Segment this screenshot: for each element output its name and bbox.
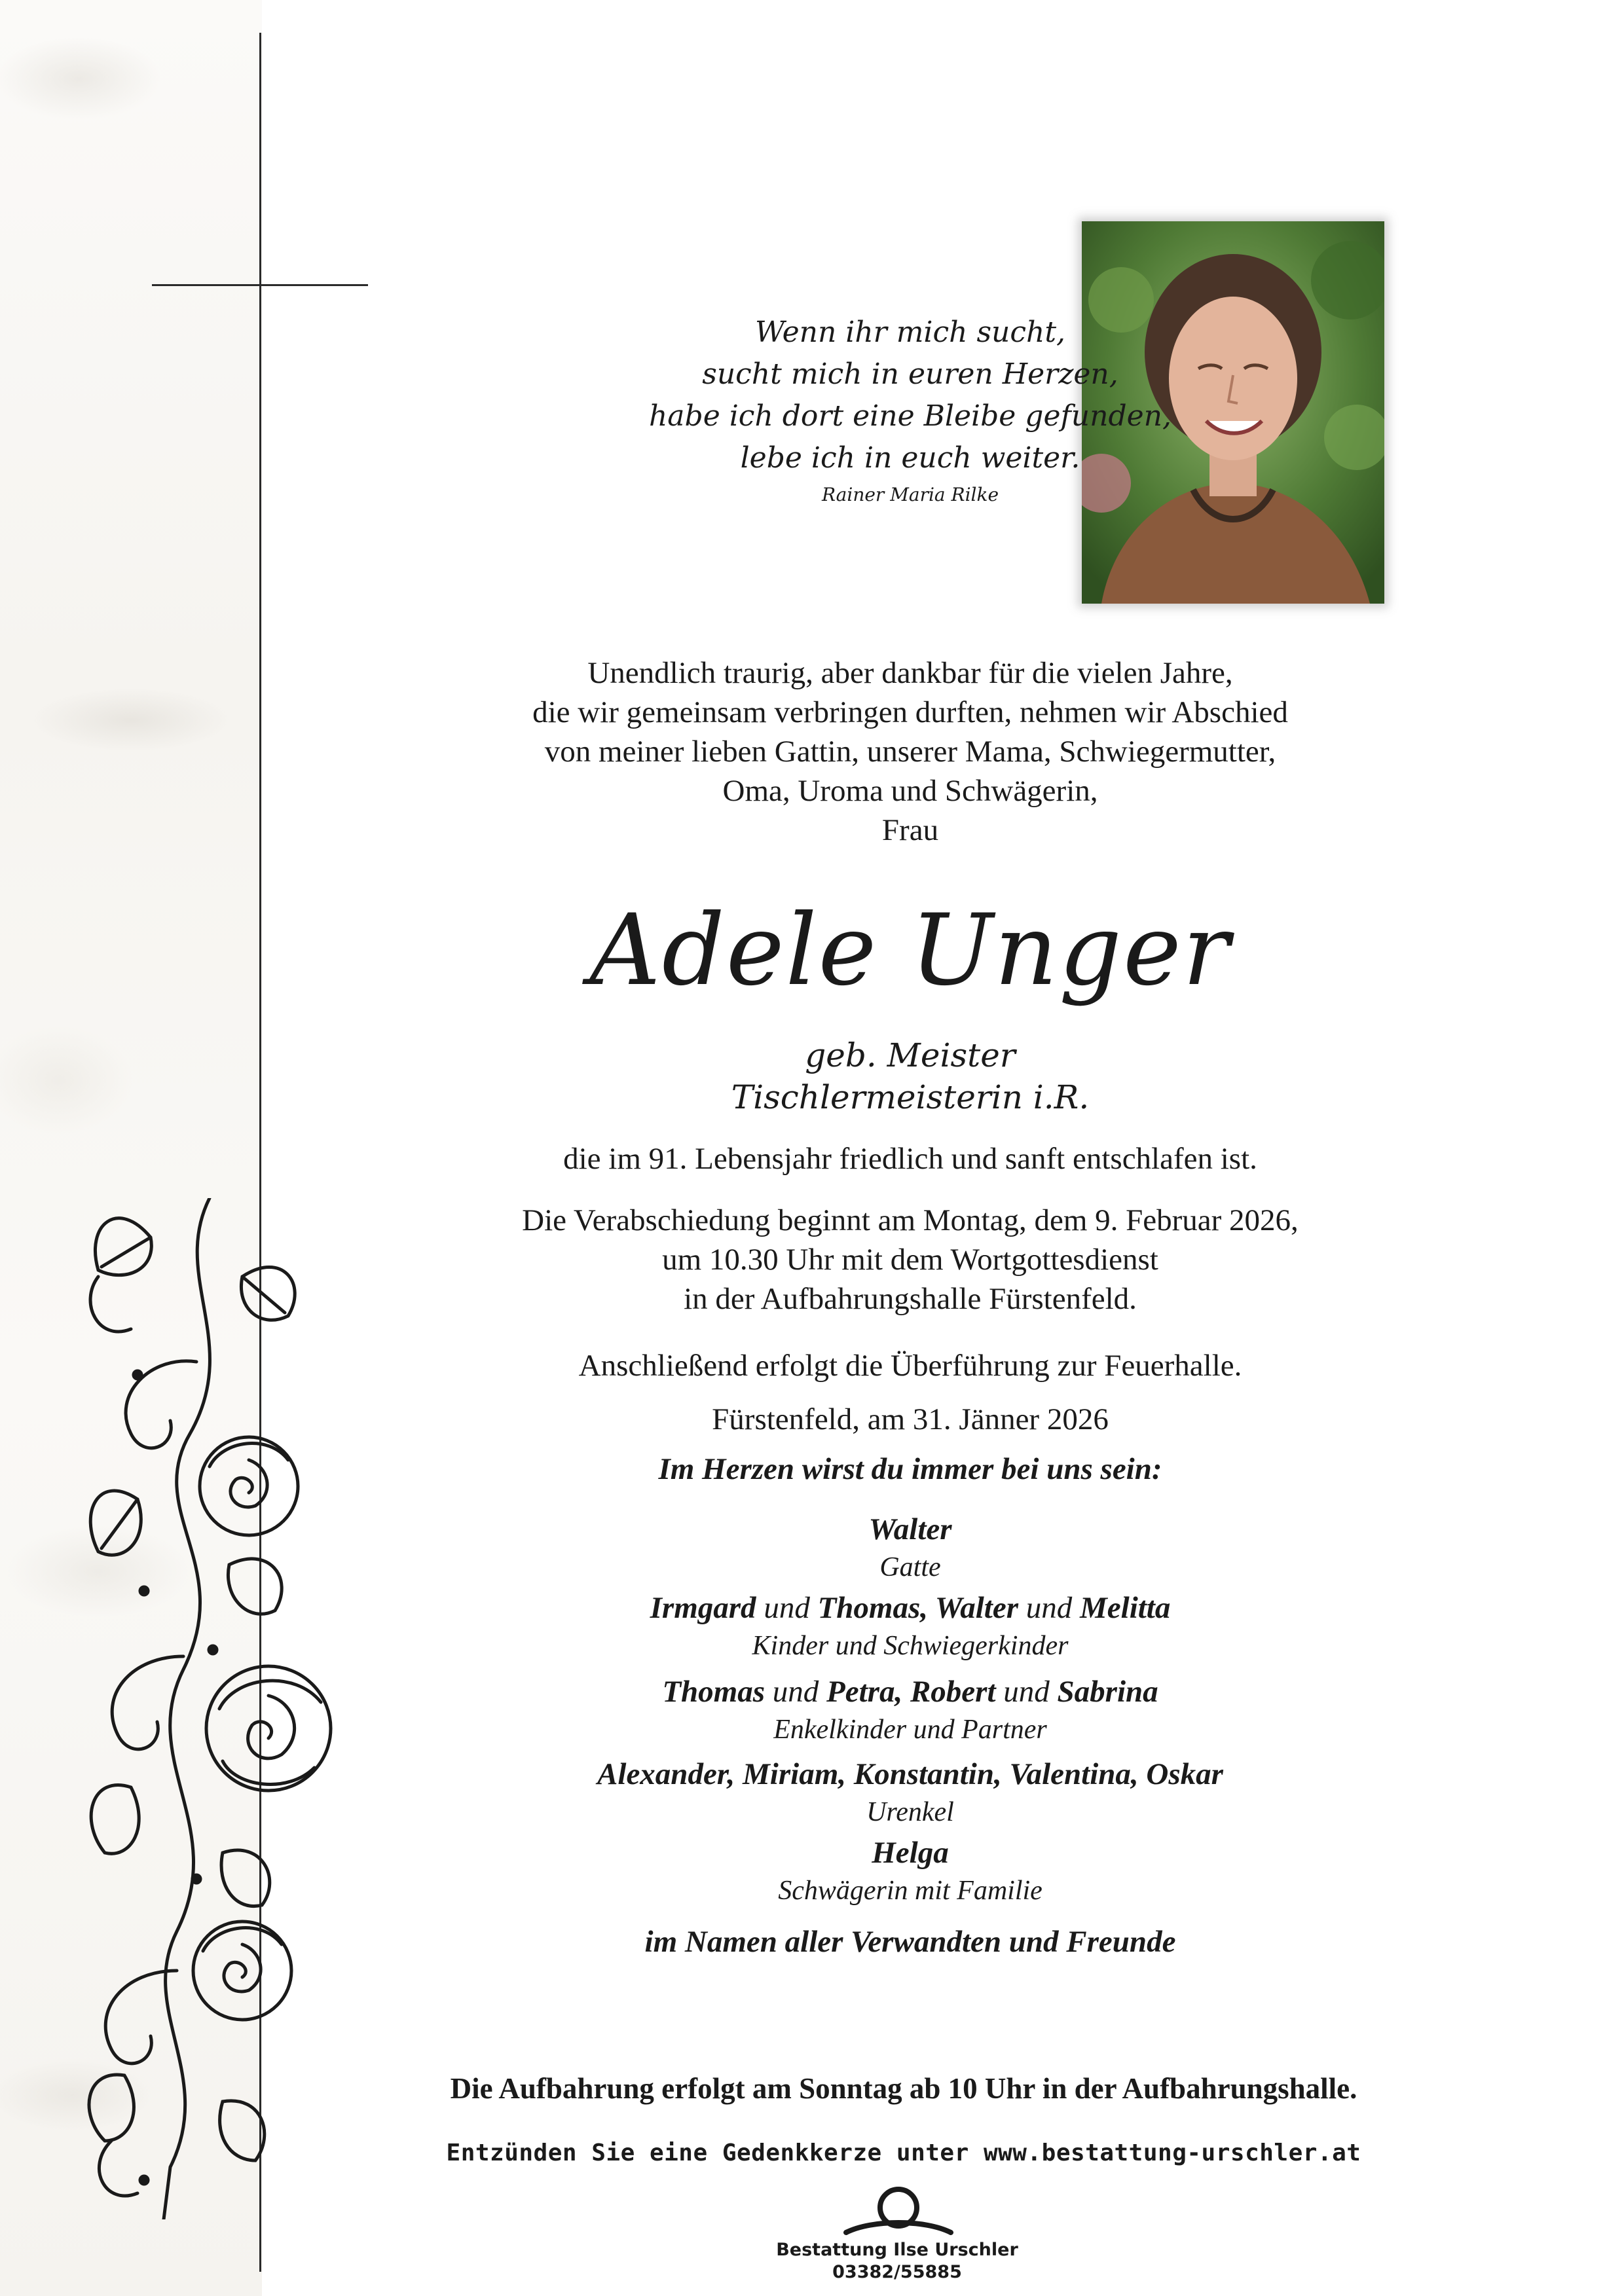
intro-text [367, 653, 1454, 850]
family-name: Petra, Robert [826, 1675, 996, 1709]
family-great-grandchildren [367, 1755, 1454, 1831]
place-date: Fürstenfeld, am 31. Jänner 2026 [712, 1402, 1109, 1436]
family-names [367, 1672, 1454, 1711]
family-role: Kinder und Schwiegerkinder [752, 1631, 1069, 1661]
family-connector: und [756, 1591, 818, 1625]
transfer-line: Anschließend erfolgt die Überführung zur Feuerhalle. [578, 1349, 1242, 1383]
family-names: Walter [868, 1512, 952, 1546]
poem-line: Wenn ihr mich sucht, [754, 316, 1066, 349]
company-name: Bestattung Ilse Urschler [776, 2240, 1018, 2260]
ceremony-info [367, 1201, 1454, 1319]
intro-line: Oma, Uroma und Schwägerin, [722, 774, 1098, 808]
ceremony-line: um 10.30 Uhr mit dem Wortgottesdienst [662, 1243, 1158, 1277]
poem-author: Rainer Maria Rilke [821, 484, 999, 505]
candle-info: Entzünden Sie eine Gedenkkerze unter www.bestattung-urschler.at [446, 2140, 1361, 2166]
family-name: Thomas [662, 1675, 766, 1709]
maiden-name: geb. Meister [805, 1036, 1016, 1074]
poem-line: sucht mich in euren Herzen, [702, 357, 1118, 391]
funeral-home-logo-icon [826, 2183, 970, 2242]
cross-horizontal-line [152, 284, 368, 286]
family-children [367, 1588, 1454, 1664]
family-walter [367, 1510, 1454, 1586]
poem-line: lebe ich in euch weiter. [740, 441, 1080, 475]
family-names: Helga [872, 1836, 949, 1870]
profession: Tischlermeisterin i.R. [731, 1078, 1090, 1116]
family-sister-in-law [367, 1833, 1454, 1909]
intro-line: die wir gemeinsam verbringen durften, nehmen wir Abschied [532, 695, 1288, 729]
family-name: Melitta [1079, 1591, 1171, 1625]
rose-vine-ornament [72, 1198, 347, 2219]
family-connector: und [995, 1675, 1058, 1709]
poem-line: habe ich dort eine Bleibe gefunden, [648, 399, 1172, 433]
viewing-info: Die Aufbahrung erfolgt am Sonntag ab 10 Uhr in der Aufbahrungshalle. [450, 2072, 1357, 2105]
family-heading: Im Herzen wirst du immer bei uns sein: [658, 1452, 1162, 1486]
family-connector: und [1018, 1591, 1080, 1625]
family-names [367, 1588, 1454, 1628]
family-name: Irmgard [650, 1591, 756, 1625]
family-names: Alexander, Miriam, Konstantin, Valentina, Oskar [597, 1757, 1223, 1791]
intro-line: Frau [881, 813, 939, 847]
intro-line: Unendlich traurig, aber dankbar für die vielen Jahre, [587, 656, 1233, 690]
ceremony-line: Die Verabschiedung beginnt am Montag, dem 9. Februar 2026, [522, 1203, 1299, 1237]
family-role: Schwägerin mit Familie [778, 1876, 1043, 1906]
family-name: Thomas, Walter [817, 1591, 1018, 1625]
poem [367, 312, 1454, 509]
family-name: Sabrina [1057, 1675, 1158, 1709]
ceremony-line: in der Aufbahrungshalle Fürstenfeld. [684, 1282, 1137, 1316]
company-phone: 03382/55885 [832, 2262, 962, 2282]
family-closing: im Namen aller Verwandten und Freunde [644, 1925, 1176, 1959]
family-role: Urenkel [866, 1797, 954, 1827]
family-role: Gatte [879, 1552, 941, 1582]
deceased-name: Adele Unger [589, 894, 1231, 1008]
intro-line: von meiner lieben Gattin, unserer Mama, Schwiegermutter, [544, 735, 1276, 769]
family-connector: und [765, 1675, 827, 1709]
deceased-details [367, 1034, 1454, 1118]
family-grandchildren [367, 1672, 1454, 1748]
age-line: die im 91. Lebensjahr friedlich und sanft entschlafen ist. [563, 1142, 1257, 1176]
funeral-home-info [701, 2239, 1094, 2284]
family-role: Enkelkinder und Partner [773, 1715, 1047, 1745]
